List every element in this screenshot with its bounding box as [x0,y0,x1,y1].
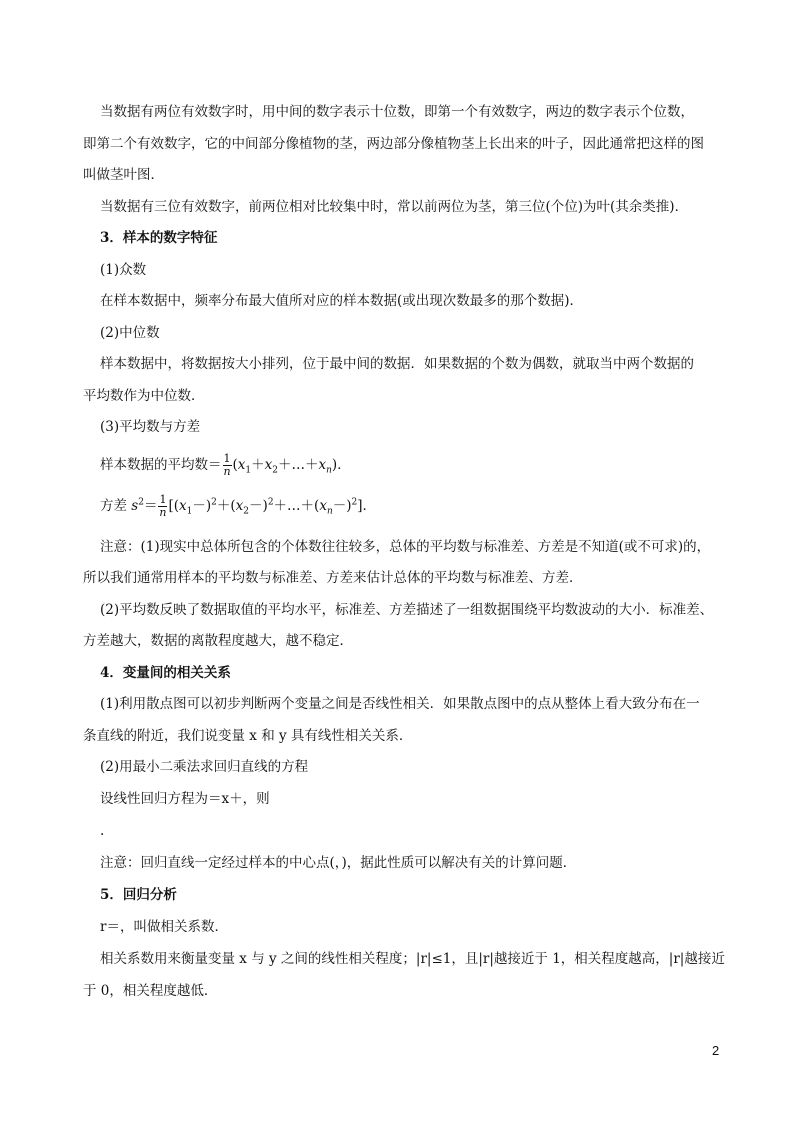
mode-text: 在样本数据中，频率分布最大值所对应的样本数据(或出现次数最多的那个数据)． [100,293,584,309]
mean-title: (3)平均数与方差 [100,419,201,435]
fraction-one-over-n: $\frac{1}{n}$ [223,452,231,478]
variance-formula: 方差 $s^2=$ $\frac{1}{n}$ $[(x_1-)^2+(x_2-)^2+\dots+(x_n-)^2]$． [100,493,377,519]
variance-label: 方差 [100,498,132,514]
center-point-note: 注意：回归直线一定经过样本的中心点(，)，据此性质可以解决有关的计算问题． [100,855,577,871]
note1-line1: 注意：(1)现实中总体所包含的个体数往往较多，总体的平均数与标准差、方差是不知道(或不可求)的， [100,539,711,555]
scatter-para-line2: 条直线的附近，我们说变量 x 和 y 具有线性相关关系． [83,728,413,744]
median-line2: 平均数作为中位数． [83,388,205,404]
note2-line2: 方差越大，数据的离散程度越大，越不稳定． [83,633,353,649]
section-3-heading: 3．样本的数字特征 [100,230,218,246]
formula-placeholder-dot: . [100,823,105,839]
stem-leaf-para-line2: 即第二个有效数字，它的中间部分像植物的茎，两边部分像植物茎上长出来的叶子，因此通常把这样的图 [83,136,704,152]
median-title: (2)中位数 [100,325,160,341]
mean-label: 样本数据的平均数＝ [100,457,222,473]
scatter-para-line1: (1)利用散点图可以初步判断两个变量之间是否线性相关．如果散点图中的点从整体上看大致分布在一 [100,696,700,712]
page-number: 2 [712,1043,720,1058]
stem-leaf-para-line1: 当数据有两位有效数字时，用中间的数字表示十位数，即第一个有效数字，两边的数字表示个位数， [100,104,694,120]
regression-equation: 设线性回归方程为＝x＋，则 [100,791,270,807]
correlation-line1: 相关系数用来衡量变量 x 与 y 之间的线性相关程度；|r|≤1，且|r|越接近于 1，相关程度越高，|r|越接近 [100,951,725,967]
correlation-definition: r＝，叫做相关系数． [100,919,228,935]
note2-line1: (2)平均数反映了数据取值的平均水平，标准差、方差描述了一组数据围绕平均数波动的大小．标准差、 [100,602,714,618]
least-squares-title: (2)用最小二乘法求回归直线的方程 [100,759,309,775]
median-line1: 样本数据中，将数据按大小排列，位于最中间的数据．如果数据的个数为偶数，就取当中两个数据的 [100,356,694,372]
mode-title: (1)众数 [100,262,147,278]
section-4-heading: 4．变量间的相关关系 [100,665,231,681]
section-5-heading: 5．回归分析 [100,887,177,903]
mean-formula: 样本数据的平均数＝ $\frac{1}{n}$ $(x_1+x_2+\dots+x_n)$． [100,452,351,478]
note1-line2: 所以我们通常用样本的平均数与标准差、方差来估计总体的平均数与标准差、方差． [83,570,583,586]
stem-leaf-para-line3: 叫做茎叶图． [83,167,164,183]
three-digit-para: 当数据有三位有效数字，前两位相对比较集中时，常以前两位为茎，第三位(个位)为叶(其余类推)． [100,199,689,215]
correlation-line2: 于 0，相关程度越低． [83,983,218,999]
fraction-one-over-n-2: $\frac{1}{n}$ [159,493,167,519]
